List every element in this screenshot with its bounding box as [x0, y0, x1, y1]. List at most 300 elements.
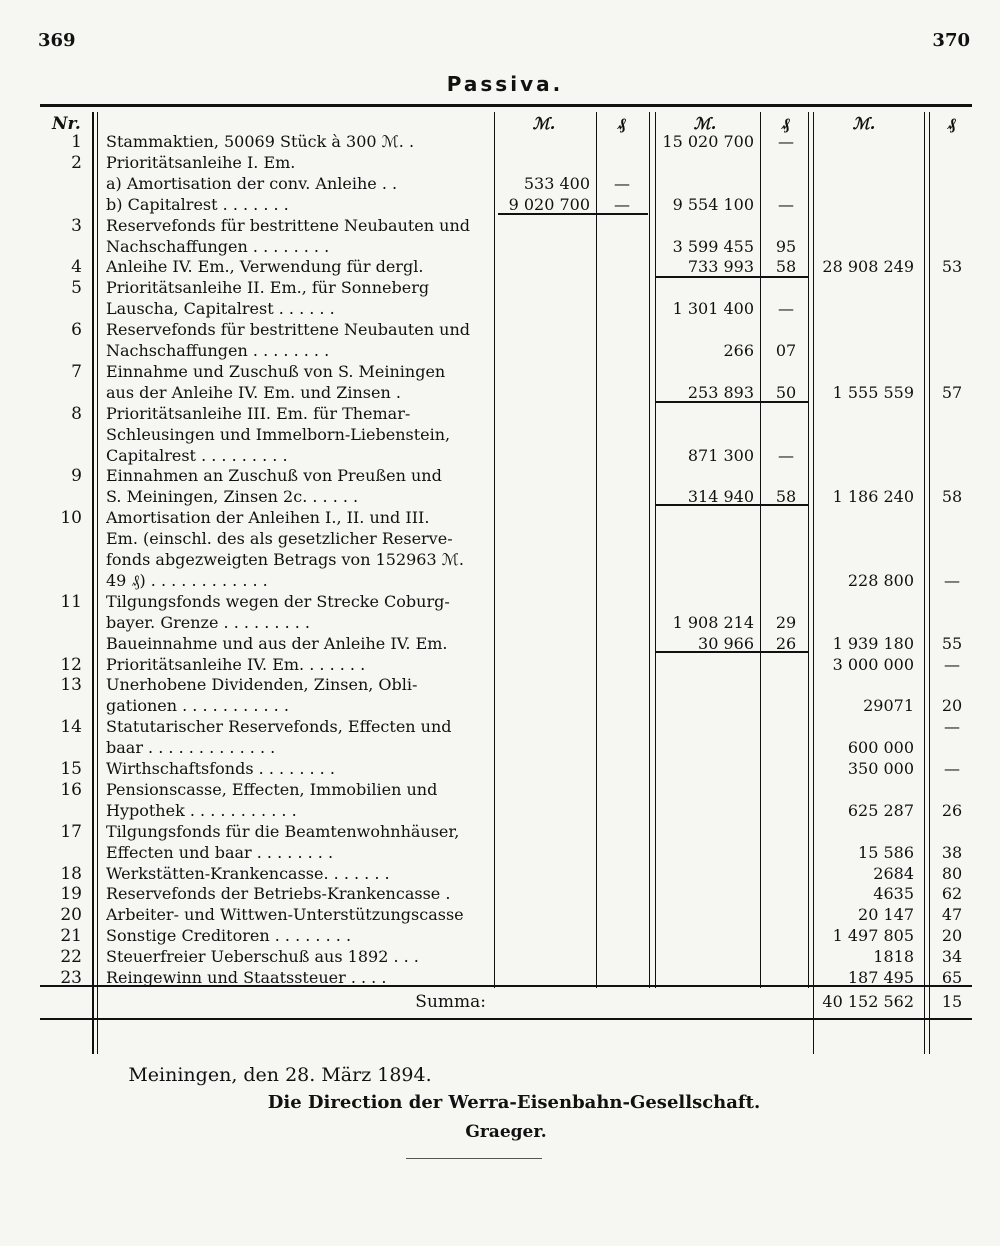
cell-p2: [766, 738, 806, 758]
summa-pf: 15: [941, 992, 963, 1011]
cell-p1: [604, 655, 640, 675]
table-row: [0, 508, 1000, 528]
cell-nr: 16: [60, 779, 82, 800]
cell-m3: [814, 278, 914, 298]
cell-m1: [498, 508, 590, 528]
cell-p1: [604, 132, 640, 152]
table-row: [0, 822, 1000, 842]
cell-m1: [498, 905, 590, 925]
cell-desc: Pensionscasse, Effecten, Immobilien und: [106, 779, 438, 799]
cell-m3: 1 939 180: [832, 633, 914, 653]
cell-m3: 1 497 805: [832, 926, 914, 946]
cell-m1: 9 020 700: [508, 194, 590, 214]
cell-p3: [932, 822, 972, 842]
table-row: [0, 905, 1000, 925]
table-row: [0, 153, 1000, 173]
cell-p3: [932, 446, 972, 466]
cell-nr: [42, 195, 82, 215]
cell-nr: [42, 425, 82, 445]
cell-m1: [498, 592, 590, 612]
cell-m1: [498, 446, 590, 466]
cell-m1: [498, 153, 590, 173]
cell-m1: [498, 341, 590, 361]
cell-p3: [932, 362, 972, 382]
cell-p3: [932, 278, 972, 298]
cell-desc: S. Meiningen, Zinsen 2c. . . . . .: [106, 487, 359, 507]
cell-m2: [656, 884, 754, 904]
cell-m2: [656, 905, 754, 925]
cell-nr: [42, 299, 82, 319]
cell-m3: [814, 529, 914, 549]
cell-p1: [604, 466, 640, 486]
cell-p1: [604, 884, 640, 904]
cell-desc: Nachschaffungen . . . . . . . .: [106, 236, 330, 256]
cell-p3: [932, 320, 972, 340]
cell-nr: 10: [60, 508, 82, 529]
cell-nr: 8: [71, 403, 82, 424]
cell-p1: [604, 550, 640, 570]
cell-p2: [766, 717, 806, 737]
cell-m3: [814, 550, 914, 570]
cell-m1: [498, 404, 590, 424]
cell-p2: 50: [775, 382, 797, 402]
cell-m2: [656, 780, 754, 800]
place-date: Meiningen, den 28. März 1894.: [128, 1064, 432, 1086]
cell-m3: [814, 237, 914, 257]
summa-row: [0, 992, 1000, 1012]
cell-m1: [498, 487, 590, 507]
cell-desc: Schleusingen und Immelborn-Liebenstein,: [106, 424, 451, 444]
cell-p2: [766, 947, 806, 967]
cell-m1: [498, 696, 590, 716]
cell-m3: [814, 216, 914, 236]
cell-desc: Unerhobene Dividenden, Zinsen, Obli-: [106, 675, 418, 695]
summa-mark: 40 152 562: [822, 992, 914, 1011]
cell-m3: [814, 508, 914, 528]
cell-desc: Reservefonds der Betriebs-Krankencasse .: [106, 884, 451, 904]
cell-m3: [814, 195, 914, 215]
cell-desc: Lauscha, Capitalrest . . . . . .: [106, 299, 335, 319]
cell-m3: 600 000: [847, 738, 914, 758]
cell-m3: 1818: [873, 947, 914, 967]
cell-p2: —: [778, 445, 794, 465]
cell-m2: [656, 738, 754, 758]
cell-m3: [814, 299, 914, 319]
cell-m1: [498, 759, 590, 779]
cell-nr: [42, 613, 82, 633]
cell-p3: [932, 780, 972, 800]
cell-nr: 14: [60, 717, 82, 738]
table-row: [0, 780, 1000, 800]
cell-desc: Sonstige Creditoren . . . . . . . .: [106, 926, 352, 946]
cell-m1: [498, 717, 590, 737]
cell-m2: [656, 592, 754, 612]
cell-m2: 314 940: [687, 487, 754, 507]
page-number-left: 369: [38, 30, 76, 51]
cell-desc: 49 ₰) . . . . . . . . . . . .: [106, 570, 268, 590]
cell-desc: Arbeiter- und Wittwen-Unterstützungscasse: [106, 905, 464, 925]
cell-p3: —: [944, 570, 960, 590]
cell-desc: Nachschaffungen . . . . . . . .: [106, 341, 330, 360]
cell-m2: [656, 320, 754, 340]
table-row: [0, 383, 1000, 403]
cell-m2: 15 020 700: [662, 132, 754, 151]
cell-m3: [814, 717, 914, 737]
cell-p2: 95: [775, 236, 797, 256]
cell-p2: [766, 153, 806, 173]
cell-m3: [814, 466, 914, 486]
table-row: [0, 174, 1000, 194]
cell-p3: [932, 675, 972, 695]
cell-m2: [656, 822, 754, 842]
cell-p1: [604, 947, 640, 967]
cell-m1: [498, 425, 590, 445]
cell-p2: —: [778, 299, 794, 319]
cell-m2: 253 893: [687, 382, 754, 402]
cell-nr: 15: [60, 759, 82, 779]
cell-p1: [604, 425, 640, 445]
cell-m1: [498, 278, 590, 298]
cell-m1: [498, 237, 590, 257]
cell-m1: [498, 529, 590, 549]
cell-m3: 15 586: [858, 842, 914, 862]
cell-p2: [766, 822, 806, 842]
cell-desc: Prioritätsanleihe IV. Em. . . . . . .: [106, 654, 366, 674]
cell-p3: 47: [941, 905, 963, 925]
cell-desc: Hypothek . . . . . . . . . . .: [106, 800, 297, 820]
cell-p3: [932, 550, 972, 570]
cell-m1: [498, 257, 590, 277]
table-row: [0, 466, 1000, 486]
cell-p3: 53: [941, 257, 963, 277]
cell-p1: [604, 780, 640, 800]
cell-p2: [766, 696, 806, 716]
cell-p3: [932, 613, 972, 633]
cell-p1: [604, 926, 640, 946]
cell-m1: [498, 550, 590, 570]
cell-p3: 20: [941, 696, 963, 716]
table-row: [0, 320, 1000, 340]
cell-nr: 19: [60, 884, 82, 905]
cell-p2: [766, 884, 806, 904]
cell-desc: aus der Anleihe IV. Em. und Zinsen .: [106, 382, 401, 402]
cell-m2: [656, 216, 754, 236]
cell-desc: a) Amortisation der conv. Anleihe . .: [106, 173, 398, 193]
cell-m1: [498, 968, 590, 988]
cell-m2: [656, 968, 754, 988]
cell-desc: baar . . . . . . . . . . . . .: [106, 738, 276, 758]
table-row: [0, 843, 1000, 863]
cell-m3: 187 495: [847, 968, 914, 987]
cell-desc: Amortisation der Anleihen I., II. und III.: [106, 508, 430, 528]
cell-p3: [932, 299, 972, 319]
cell-m3: [814, 174, 914, 194]
table-row: [0, 801, 1000, 821]
header-mark-2: ℳ.: [693, 114, 717, 133]
cell-p3: [932, 195, 972, 215]
cell-p3: 20: [941, 926, 963, 946]
cell-desc: Tilgungsfonds wegen der Strecke Coburg-: [106, 591, 450, 611]
cell-p3: [932, 529, 972, 549]
table-row: [0, 404, 1000, 424]
cell-m3: 1 555 559: [832, 382, 914, 402]
table-row: [0, 487, 1000, 507]
cell-p2: 26: [775, 633, 797, 653]
cell-m1: [498, 738, 590, 758]
cell-p1: [604, 571, 640, 591]
cell-p1: [604, 237, 640, 257]
cell-desc: Prioritätsanleihe III. Em. für Themar-: [106, 403, 411, 423]
cell-m2: [656, 404, 754, 424]
cell-p3: —: [944, 654, 960, 674]
cell-p3: [932, 508, 972, 528]
cell-p1: [604, 843, 640, 863]
cell-nr: [42, 383, 82, 403]
cell-nr: [42, 341, 82, 361]
cell-m3: [814, 675, 914, 695]
header-pf-3: ₰: [948, 114, 956, 133]
cell-m1: [498, 884, 590, 904]
cell-nr: [42, 801, 82, 821]
cell-m3: [814, 362, 914, 382]
cell-nr: [42, 487, 82, 507]
cell-p1: [604, 968, 640, 988]
cell-nr: 11: [60, 591, 82, 612]
cell-desc: Prioritätsanleihe II. Em., für Sonneberg: [106, 278, 430, 298]
cell-m2: [656, 174, 754, 194]
cell-nr: 13: [60, 675, 82, 696]
cell-desc: Statutarischer Reservefonds, Effecten und: [106, 717, 452, 737]
cell-p3: [932, 216, 972, 236]
cell-nr: 5: [71, 278, 82, 299]
cell-m3: [814, 780, 914, 800]
cell-desc: gationen . . . . . . . . . . .: [106, 696, 289, 716]
cell-m3: 3 000 000: [832, 654, 914, 674]
cell-p2: [766, 571, 806, 591]
cell-p1: [604, 257, 640, 277]
cell-m1: [498, 299, 590, 319]
cell-nr: [42, 174, 82, 194]
cell-p3: —: [944, 717, 960, 737]
cell-p3: [932, 132, 972, 152]
cell-p1: [604, 675, 640, 695]
table-row: [0, 362, 1000, 382]
cell-m1: [498, 634, 590, 654]
cell-p1: [604, 592, 640, 612]
cell-p3: —: [944, 759, 960, 778]
summa-label: Summa:: [415, 992, 486, 1012]
cell-nr: 3: [71, 215, 82, 236]
cell-m2: [656, 801, 754, 821]
cell-m2: 871 300: [687, 445, 754, 465]
table-row: [0, 592, 1000, 612]
table-row: [0, 968, 1000, 988]
header-mark-3: ℳ.: [852, 114, 876, 133]
cell-p1: [604, 404, 640, 424]
cell-p2: —: [778, 132, 794, 151]
cell-m3: 28 908 249: [822, 257, 914, 277]
summa-rule: [40, 1018, 972, 1020]
cell-p1: [604, 153, 640, 173]
cell-nr: 12: [60, 654, 82, 675]
cell-m1: [498, 216, 590, 236]
cell-desc: Stammaktien, 50069 Stück à 300 ℳ. .: [106, 132, 415, 151]
cell-m1: [498, 320, 590, 340]
cell-desc: Em. (einschl. des als gesetzlicher Reserve-: [106, 529, 453, 549]
cell-p1: [604, 508, 640, 528]
cell-desc: Reingewinn und Staatssteuer . . . .: [106, 968, 387, 987]
table-row: [0, 195, 1000, 215]
cell-m1: [498, 822, 590, 842]
cell-nr: [42, 571, 82, 591]
cell-desc: Reservefonds für bestrittene Neubauten und: [106, 320, 471, 340]
cell-p1: [604, 613, 640, 633]
cell-m1: [498, 655, 590, 675]
cell-p2: [766, 404, 806, 424]
cell-p1: [604, 487, 640, 507]
cell-desc: Prioritätsanleihe I. Em.: [106, 152, 296, 172]
cell-nr: 20: [60, 905, 82, 926]
cell-m1: [498, 926, 590, 946]
cell-p2: [766, 968, 806, 988]
cell-desc: bayer. Grenze . . . . . . . . .: [106, 612, 310, 632]
cell-p1: [604, 278, 640, 298]
cell-nr: [42, 843, 82, 863]
cell-nr: [42, 529, 82, 549]
cell-m1: [498, 947, 590, 967]
cell-nr: 18: [60, 863, 82, 884]
table-row: [0, 299, 1000, 319]
cell-nr: 1: [71, 132, 82, 152]
cell-m1: [498, 801, 590, 821]
cell-m3: [814, 592, 914, 612]
cell-p1: [604, 446, 640, 466]
table-row: [0, 634, 1000, 654]
cell-p3: 57: [941, 382, 963, 402]
cell-p2: [766, 529, 806, 549]
table-row: [0, 738, 1000, 758]
cell-desc: fonds abgezweigten Betrags von 152963 ℳ.: [106, 550, 464, 569]
table-top-rule: [40, 104, 972, 107]
cell-p1: [604, 299, 640, 319]
table-header: [0, 114, 1000, 134]
cell-desc: Wirthschaftsfonds . . . . . . . .: [106, 759, 335, 778]
cell-m2: [656, 529, 754, 549]
header-mark-1: ℳ.: [532, 114, 556, 133]
table-row: [0, 655, 1000, 675]
cell-m1: [498, 675, 590, 695]
cell-p2: 07: [775, 341, 797, 360]
cell-p1: [604, 216, 640, 236]
cell-nr: 6: [71, 320, 82, 341]
cell-nr: [42, 696, 82, 716]
cell-p2: [766, 174, 806, 194]
cell-p2: [766, 362, 806, 382]
table-row: [0, 341, 1000, 361]
cell-desc: Werkstätten-Krankencasse. . . . . . .: [106, 863, 390, 883]
cell-p3: 62: [941, 884, 963, 904]
table-row: [0, 278, 1000, 298]
cell-p3: [932, 466, 972, 486]
cell-desc: Effecten und baar . . . . . . . .: [106, 842, 334, 862]
header-pf-1: ₰: [618, 114, 626, 133]
cell-m3: [814, 613, 914, 633]
cell-p3: 58: [941, 487, 963, 507]
cell-p2: [766, 278, 806, 298]
cell-m1: [498, 383, 590, 403]
cell-nr: [42, 738, 82, 758]
cell-p3: [932, 404, 972, 424]
cell-desc: b) Capitalrest . . . . . . .: [106, 194, 289, 214]
cell-m2: [656, 926, 754, 946]
table-row: [0, 926, 1000, 946]
table-row: [0, 216, 1000, 236]
cell-nr: 7: [71, 361, 82, 382]
table-row: [0, 696, 1000, 716]
cell-m2: [656, 153, 754, 173]
cell-p2: [766, 592, 806, 612]
cell-m2: [656, 571, 754, 591]
cell-nr: 23: [60, 968, 82, 988]
cell-m3: [814, 446, 914, 466]
table-row: [0, 884, 1000, 904]
cell-p1: [604, 529, 640, 549]
table-row: [0, 237, 1000, 257]
cell-p1: [604, 822, 640, 842]
cell-p3: [932, 592, 972, 612]
footer-divider: [406, 1158, 542, 1159]
cell-m2: [656, 759, 754, 779]
table-row: [0, 675, 1000, 695]
cell-m1: [498, 571, 590, 591]
cell-p1: [604, 383, 640, 403]
cell-m3: [814, 153, 914, 173]
cell-m1: [498, 132, 590, 152]
cell-m2: [656, 425, 754, 445]
cell-p2: [766, 843, 806, 863]
cell-m2: 3 599 455: [672, 236, 754, 256]
cell-p3: [932, 425, 972, 445]
cell-p3: [932, 341, 972, 361]
header-pf-2: ₰: [782, 114, 790, 133]
cell-m3: 20 147: [858, 905, 914, 925]
table-row: [0, 864, 1000, 884]
cell-m1: 533 400: [523, 173, 590, 193]
cell-p3: 34: [941, 947, 963, 967]
cell-nr: [42, 634, 82, 654]
cell-m2: 9 554 100: [672, 194, 754, 214]
cell-p3: 26: [941, 800, 963, 820]
cell-p2: 58: [775, 257, 797, 277]
cell-p1: —: [614, 194, 630, 214]
cell-p2: [766, 216, 806, 236]
cell-nr: [42, 237, 82, 257]
cell-p2: [766, 508, 806, 528]
cell-p2: [766, 466, 806, 486]
cell-m2: [656, 278, 754, 298]
cell-p2: [766, 864, 806, 884]
cell-m2: [656, 864, 754, 884]
cell-nr: 2: [71, 152, 82, 173]
cell-nr: 22: [60, 947, 82, 968]
cell-m1: [498, 843, 590, 863]
cell-p2: [766, 320, 806, 340]
cell-nr: 17: [60, 821, 82, 842]
cell-p2: [766, 780, 806, 800]
cell-p2: [766, 926, 806, 946]
cell-m2: 733 993: [687, 257, 754, 277]
cell-m2: 266: [723, 341, 754, 360]
